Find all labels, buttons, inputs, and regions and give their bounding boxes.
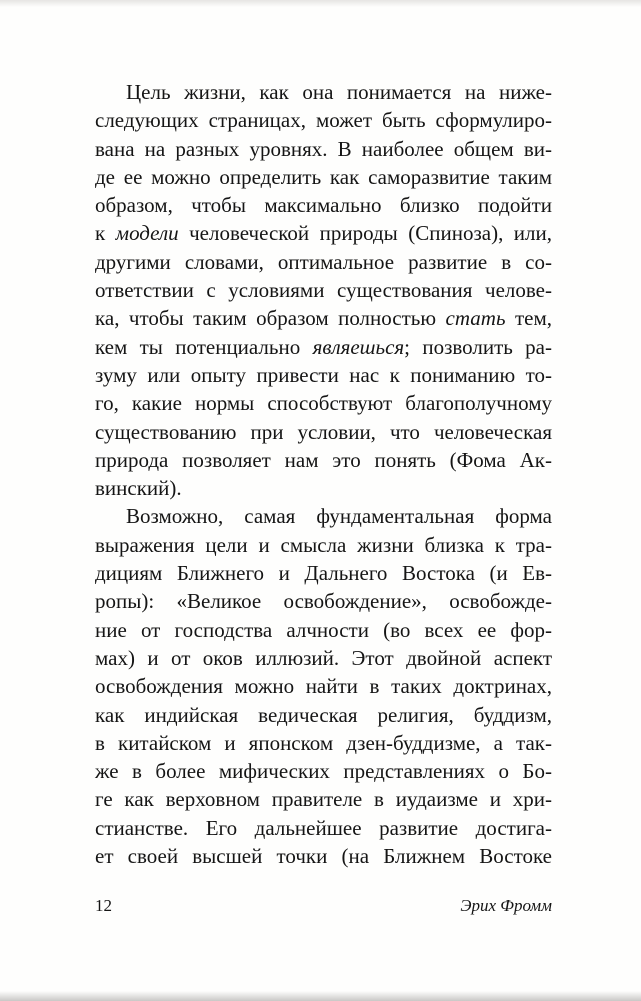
text-line: природа позволяет нам это понять (Фома Ак- bbox=[95, 447, 552, 472]
text-line: ге как верховном правителе в иудаизме и хри- bbox=[95, 787, 552, 812]
author-name: Эрих Фромм bbox=[460, 896, 552, 915]
text-line: в китайском и японском дзен-буддизме, а так- bbox=[95, 730, 552, 755]
text-line: ответствии с условиями существования челове- bbox=[95, 278, 552, 303]
text-line: дициям Ближнего и Дальнего Востока (и Ев- bbox=[95, 561, 552, 586]
text-line: го, какие нормы способствуют благополучному bbox=[95, 391, 552, 416]
text-line: следующих страницах, может быть сформулиро- bbox=[95, 108, 552, 133]
text-line: существованию при условии, что человеческая bbox=[95, 419, 552, 444]
text-line: к модели человеческой природы (Спиноза), или, bbox=[95, 221, 553, 246]
text-line: де ее можно определить как саморазвитие таким bbox=[95, 164, 552, 189]
text-line: как индийская ведическая религия, буддизм, bbox=[95, 702, 552, 727]
page-edge-bottom bbox=[0, 991, 641, 1001]
text-line: ет своей высшей точки (на Ближнем Востоке bbox=[95, 844, 552, 869]
text-line: стианстве. Его дальнейшее развитие достига- bbox=[95, 815, 552, 840]
text-line: зуму или опыту привести нас к пониманию то- bbox=[95, 362, 552, 387]
text-line: вана на разных уровнях. В наиболее общем ви- bbox=[95, 136, 552, 161]
text-line: освобождения можно найти в таких доктринах, bbox=[95, 674, 552, 699]
footer bbox=[95, 896, 552, 916]
text-line: ние от господства алчности (во всех ее фор- bbox=[95, 617, 552, 642]
paragraph bbox=[95, 502, 552, 870]
text-line: кем ты потенциально являешься; позволить ра- bbox=[95, 334, 552, 359]
page-number: 12 bbox=[95, 896, 112, 915]
page-edge-top bbox=[0, 0, 641, 7]
text-line: ка, чтобы таким образом полностью стать тем, bbox=[95, 306, 552, 331]
text-line: Возможно, самая фундаментальная форма bbox=[126, 504, 552, 529]
text-line: Цель жизни, как она понимается на ниже- bbox=[126, 80, 552, 104]
paragraph bbox=[95, 78, 552, 502]
text-line: же в более мифических представлениях о Бо- bbox=[95, 759, 552, 784]
text-line: выражения цели и смысла жизни близка к тра- bbox=[95, 532, 552, 557]
text-line: образом, чтобы максимально близко подойти bbox=[95, 193, 552, 218]
text-line: ропы): «Великое освобождение», освобожде- bbox=[95, 589, 552, 614]
text-block bbox=[95, 78, 552, 870]
text-line: другими словами, оптимальное развитие в со- bbox=[95, 249, 552, 274]
text-line: мах) и от оков иллюзий. Этот двойной аспект bbox=[95, 645, 552, 670]
text-line: винский). bbox=[95, 476, 182, 501]
